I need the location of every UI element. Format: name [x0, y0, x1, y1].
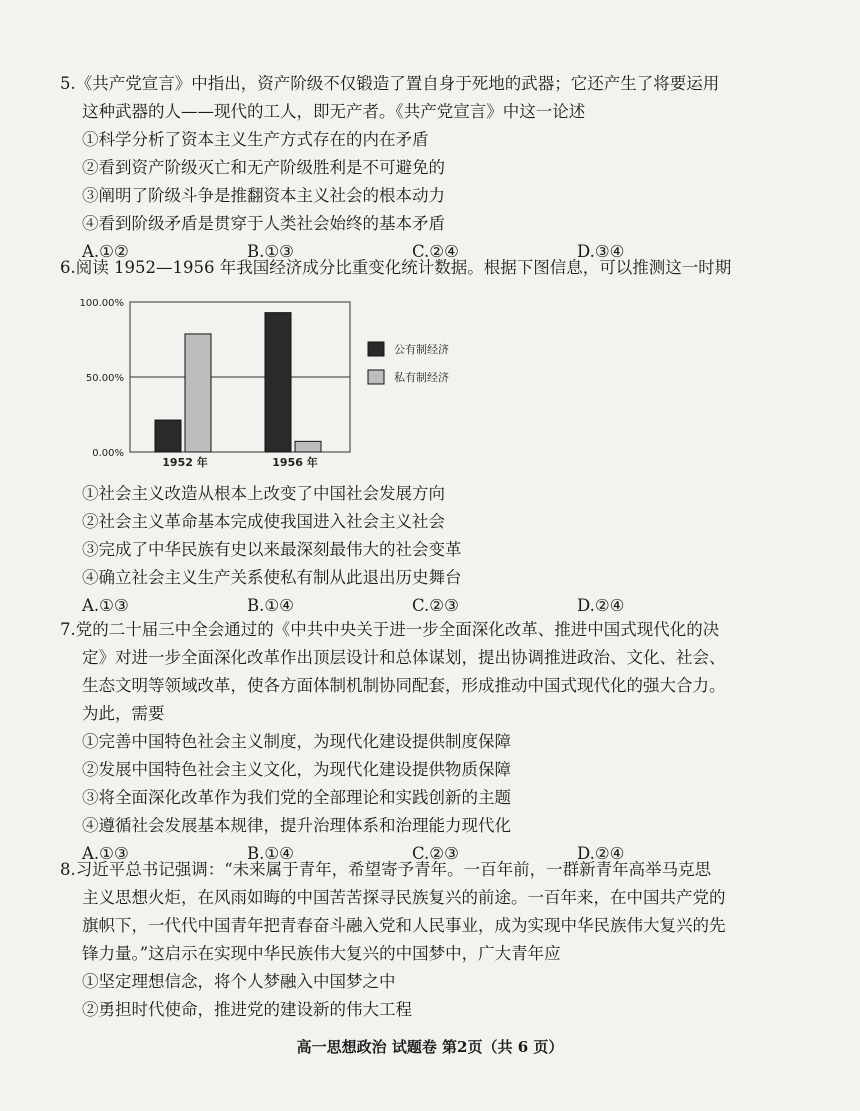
q7-option-d: D.②④: [577, 844, 625, 863]
q6-item-1: ①社会主义改造从根本上改变了中国社会发展方向: [82, 484, 445, 503]
question-8: [60, 856, 820, 1024]
legend-label: 公有制经济: [394, 343, 449, 356]
q8-item-1: ①坚定理想信念，将个人梦融入中国梦之中: [82, 972, 396, 991]
legend-swatch: [368, 342, 384, 356]
q8-stem-line-1: 8.习近平总书记强调：“未来属于青年，希望寄予青年。一百年前，一群新青年高举马克思: [60, 860, 712, 879]
q5-item-4: ④看到阶级矛盾是贯穿于人类社会始终的基本矛盾: [82, 214, 445, 233]
q5-option-a: A.①②: [82, 242, 129, 261]
y-tick-label: 50.00%: [85, 373, 124, 384]
q7-item-4: ④遵循社会发展基本规律，提升治理体系和治理能力现代化: [82, 816, 511, 835]
chart-svg: [60, 292, 580, 472]
x-tick-label: 1956 年: [272, 456, 318, 469]
question-7: [60, 616, 820, 868]
q8-item-2: ②勇担时代使命，推进党的建设新的伟大工程: [82, 1000, 412, 1019]
q6-stem: 6.阅读 1952—1956 年我国经济成分比重变化统计数据。根据下图信息，可以推测这一时期: [60, 258, 732, 277]
q5-option-b: B.①③: [247, 242, 294, 261]
bar-private-0: [185, 334, 211, 452]
q5-stem-line-1: 5.《共产党宣言》中指出，资产阶级不仅锻造了置自身于死地的武器；它还产生了将要运用: [60, 74, 720, 93]
legend-swatch: [368, 370, 384, 384]
q6-option-d: D.②④: [577, 596, 625, 615]
legend-label: 私有制经济: [394, 371, 449, 384]
economy-share-chart: [60, 292, 580, 472]
q7-stem-line-3: 生态文明等领域改革，使各方面体制机制协同配套，形成推动中国式现代化的强大合力。: [82, 676, 726, 695]
q8-stem-line-2: 主义思想火炬，在风雨如晦的中国苦苦探寻民族复兴的前途。一百年来，在中国共产党的: [82, 888, 726, 907]
question-5: [60, 70, 820, 266]
q8-stem-line-3: 旗帜下，一代代中国青年把青春奋斗融入党和人民事业，成为实现中华民族伟大复兴的先: [82, 916, 726, 935]
q7-item-2: ②发展中国特色社会主义文化，为现代化建设提供物质保障: [82, 760, 511, 779]
q7-item-1: ①完善中国特色社会主义制度，为现代化建设提供制度保障: [82, 732, 511, 751]
q7-option-b: B.①④: [247, 844, 294, 863]
y-tick-label: 100.00%: [79, 298, 124, 309]
q5-item-3: ③阐明了阶级斗争是推翻资本主义社会的根本动力: [82, 186, 445, 205]
q8-stem-line-4: 锋力量。”这启示在实现中华民族伟大复兴的中国梦中，广大青年应: [82, 944, 561, 963]
q7-item-3: ③将全面深化改革作为我们党的全部理论和实践创新的主题: [82, 788, 511, 807]
q7-option-c: C.②③: [412, 844, 459, 863]
q6-option-c: C.②③: [412, 596, 459, 615]
q6-item-4: ④确立社会主义生产关系使私有制从此退出历史舞台: [82, 568, 462, 587]
x-tick-label: 1952 年: [162, 456, 208, 469]
q6-item-2: ②社会主义革命基本完成使我国进入社会主义社会: [82, 512, 445, 531]
bar-public-1: [265, 313, 291, 452]
q7-stem-line-1: 7.党的二十届三中全会通过的《中共中央关于进一步全面深化改革、推进中国式现代化的决: [60, 620, 720, 639]
q5-stem-line-2: 这种武器的人——现代的工人，即无产者。《共产党宣言》中这一论述: [82, 102, 586, 121]
q5-item-2: ②看到资产阶级灭亡和无产阶级胜利是不可避免的: [82, 158, 445, 177]
q5-item-1: ①科学分析了资本主义生产方式存在的内在矛盾: [82, 130, 429, 149]
question-6-items: [60, 480, 820, 620]
page-footer: 高一思想政治 试题卷 第2页（共 6 页）: [296, 1038, 564, 1056]
q7-option-a: A.①③: [82, 844, 129, 863]
q6-option-a: A.①③: [82, 596, 129, 615]
q5-option-c: C.②④: [412, 242, 459, 261]
q6-item-3: ③完成了中华民族有史以来最深刻最伟大的社会变革: [82, 540, 462, 559]
question-6: [60, 254, 820, 282]
q7-stem-line-4: 为此，需要: [82, 704, 165, 723]
q6-option-b: B.①④: [247, 596, 294, 615]
q5-option-d: D.③④: [577, 242, 625, 261]
bar-private-1: [295, 441, 321, 452]
y-tick-label: 0.00%: [92, 448, 124, 459]
bar-public-0: [155, 420, 181, 452]
q7-stem-line-2: 定》对进一步全面深化改革作出顶层设计和总体谋划，提出协调推进政治、文化、社会、: [82, 648, 726, 667]
